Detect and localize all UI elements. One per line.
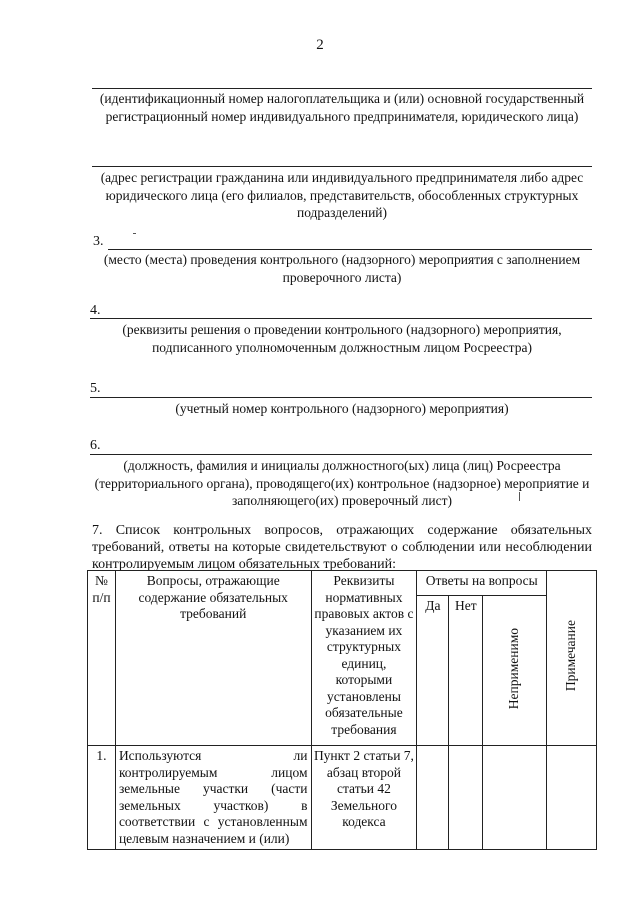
row-question: Используются ли контролируемым лицом земельные участки (части земельных участков) в соответствии с установленным целевым назначением и (или) — [115, 746, 311, 850]
row-num: 1. — [88, 746, 116, 850]
header-na: Неприменимо — [506, 627, 522, 709]
header-note-cell — [547, 571, 597, 746]
caption-record-number: (учетный номер контрольного (надзорного) мероприятия) — [175, 401, 509, 416]
field-line-3 — [108, 249, 592, 250]
caption-address: (адрес регистрации гражданина или индивидуального предпринимателя либо адрес юридического лица (его филиалов, представительств, обособленных структурных подразделений) — [100, 170, 584, 220]
table-row — [88, 746, 597, 850]
field-line-1 — [92, 88, 592, 89]
row-answer-yes[interactable] — [417, 746, 449, 850]
section-7-paragraph — [92, 522, 592, 573]
header-note: Примечание — [563, 620, 579, 692]
item-number-6: 6. — [90, 438, 101, 453]
caption-official: (должность, фамилия и инициалы должностного(ых) лица (лиц) Росреестра (территориального органа), проводящего(их) контрольное (надзорное) мероприятие и заполняющего(их) проверочный лист) — [94, 458, 590, 508]
caption-decision: (реквизиты решения о проведении контрольного (надзорного) мероприятия, подписанного уполномоченным должностным лицом Росреестра) — [122, 322, 562, 355]
item-number-4: 4. — [90, 303, 101, 318]
field-line-2 — [92, 166, 592, 167]
table-header-row — [88, 571, 597, 596]
header-answers: Ответы на вопросы — [417, 571, 547, 596]
header-no: Нет — [449, 596, 483, 746]
row-answer-na[interactable] — [483, 746, 547, 850]
item-number-3: 3. — [93, 234, 104, 249]
field-line-6 — [90, 454, 592, 455]
section-7-text: 7. Список контрольных вопросов, отражающих содержание обязательных требований, ответы на которые свидетельствуют о соблюдении или несоблюдении — [92, 523, 592, 555]
header-na-cell — [483, 596, 547, 746]
caption-inn-ogrn: (идентификационный номер налогоплательщика и (или) основной государственный регистрационный номер индивидуального предпринимателя, юридического лица) — [99, 91, 585, 124]
scan-mark — [519, 492, 520, 501]
row-note[interactable] — [547, 746, 597, 850]
row-requisites: Пункт 2 статьи 7, абзац второй статьи 42 Земельного кодекса — [311, 746, 417, 850]
item-number-5: 5. — [90, 381, 101, 396]
header-num: № п/п — [88, 571, 116, 746]
page-number: 2 — [316, 37, 324, 53]
section-7-text-last: контролируемым лицом обязательных требований: — [92, 557, 397, 572]
control-questions-table — [87, 570, 597, 850]
header-yes: Да — [417, 596, 449, 746]
header-requisites: Реквизиты нормативных правовых актов с указанием их структурных единиц, которыми установлены обязательные требования — [311, 571, 417, 746]
caption-location: (место (места) проведения контрольного (надзорного) мероприятия с заполнением проверочного листа) — [103, 252, 581, 285]
row-answer-no[interactable] — [449, 746, 483, 850]
field-line-4 — [90, 318, 592, 319]
scan-mark — [133, 233, 136, 234]
field-line-5 — [90, 397, 592, 398]
header-questions: Вопросы, отражающие содержание обязательных требований — [115, 571, 311, 746]
